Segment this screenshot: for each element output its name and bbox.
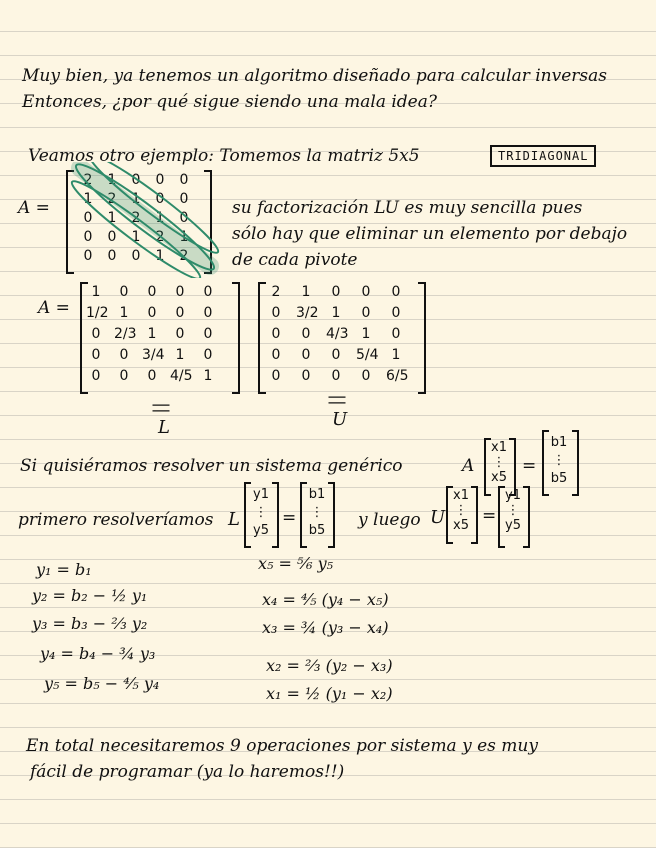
matrix-u-cell-2-1: 0 <box>271 305 281 321</box>
matrix-u-cell-2-5: 0 <box>391 305 401 321</box>
matrix-a-label: A = <box>18 198 50 218</box>
u-equals-sign: || <box>327 394 348 406</box>
l-name: L <box>158 417 170 438</box>
matrix-l-cell-3-2: 2/3 <box>114 326 137 342</box>
matrix-l-cell-1-5: 0 <box>203 284 213 300</box>
matrix-a-cell-1-1: 2 <box>83 172 93 188</box>
system-equals: = <box>522 456 537 476</box>
matrix-a-cell-2-3: 1 <box>131 191 141 207</box>
x-vector-dots: ⋮ <box>492 455 506 470</box>
matrix-a-cell-2-5: 0 <box>179 191 189 207</box>
conclusion-line-2: fácil de programar (ya lo haremos!!) <box>30 762 345 782</box>
forward-eq-2: y₂ = b₂ − ½ y₁ <box>32 586 148 605</box>
matrix-u-cell-5-4: 0 <box>361 368 371 384</box>
factorization-label: A = <box>38 298 70 318</box>
x-vector-top: x1 <box>491 440 507 455</box>
solve-u: U <box>430 507 446 528</box>
matrix-a-cell-4-4: 2 <box>155 229 165 245</box>
solve-l: L <box>228 509 240 530</box>
matrix-a-cell-5-2: 0 <box>107 248 117 264</box>
backward-eq-4: x₂ = ⅔ (y₂ − x₃) <box>266 656 393 675</box>
matrix-u-cell-4-5: 1 <box>391 347 401 363</box>
matrix-l-cell-1-1: 1 <box>91 284 101 300</box>
matrix-l-cell-5-2: 0 <box>119 368 129 384</box>
matrix-a-cell-4-1: 0 <box>83 229 93 245</box>
matrix-u-cell-3-3: 4/3 <box>326 326 349 342</box>
b-vector <box>550 434 568 488</box>
solve-text: primero resolveríamos <box>18 510 214 530</box>
y-vector-bottom: y5 <box>253 523 269 538</box>
forward-eq-4: y₄ = b₄ − ¾ y₃ <box>40 644 156 663</box>
matrix-l-cell-1-2: 0 <box>119 284 129 300</box>
matrix-a-cell-1-5: 0 <box>179 172 189 188</box>
matrix-u-cell-1-1: 2 <box>271 284 281 300</box>
matrix-u-cell-1-3: 0 <box>331 284 341 300</box>
matrix-u-cell-2-3: 1 <box>331 305 341 321</box>
matrix-a-cell-1-4: 0 <box>155 172 165 188</box>
matrix-l-cell-3-3: 1 <box>147 326 157 342</box>
matrix-l-cell-1-4: 0 <box>175 284 185 300</box>
matrix-u-cell-5-1: 0 <box>271 368 281 384</box>
y-vector-right-bracket <box>272 482 279 548</box>
matrix-a-cell-2-2: 2 <box>107 191 117 207</box>
b2-vector-bottom: b5 <box>308 523 326 538</box>
matrix-u-cell-1-2: 1 <box>301 284 311 300</box>
x-vector <box>490 440 508 485</box>
y-vector-top: y1 <box>253 487 269 502</box>
backward-eq-2: x₄ = ⅘ (y₄ − x₅) <box>262 590 389 609</box>
example-text: Veamos otro ejemplo: Tomemos la matriz 5x5 <box>28 146 420 166</box>
matrix-u-cell-4-4: 5/4 <box>356 347 379 363</box>
matrix-a-cell-5-5: 2 <box>179 248 189 264</box>
x2-vector-dots: ⋮ <box>454 503 468 518</box>
solve-equals-2: = <box>482 506 497 526</box>
matrix-a-cell-3-1: 0 <box>83 210 93 226</box>
y2-vector-top: y1 <box>505 488 521 503</box>
matrix-l-cell-2-4: 0 <box>175 305 185 321</box>
matrix-l-cell-4-3: 3/4 <box>142 347 165 363</box>
intro-line-2: Entonces, ¿por qué sigue siendo una mala idea? <box>22 92 437 112</box>
matrix-a-cell-5-4: 1 <box>155 248 165 264</box>
b2-vector-top: b1 <box>308 487 326 502</box>
matrix-u-right-bracket <box>418 282 426 394</box>
b-vector-top: b1 <box>550 435 568 450</box>
matrix-u-cell-4-2: 0 <box>301 347 311 363</box>
matrix-u-cell-2-2: 3/2 <box>296 305 319 321</box>
system-text: Si quisiéramos resolver un sistema genérico <box>20 456 403 476</box>
b2-vector <box>308 486 326 540</box>
matrix-l-cell-5-3: 0 <box>147 368 157 384</box>
diagonal-highlight <box>62 162 222 278</box>
matrix-u-cell-3-2: 0 <box>301 326 311 342</box>
y-vector-left-bracket <box>244 482 251 548</box>
matrix-l-cell-5-1: 0 <box>91 368 101 384</box>
matrix-l-cell-4-4: 1 <box>175 347 185 363</box>
matrix-l-cell-2-3: 0 <box>147 305 157 321</box>
matrix-a-cell-1-3: 0 <box>131 172 141 188</box>
b-vector-bottom: b5 <box>550 471 568 486</box>
x2-vector-right-bracket <box>471 486 478 544</box>
solve-equals-1: = <box>282 508 297 528</box>
y2-vector-dots: ⋮ <box>506 503 520 518</box>
conclusion-line-1: En total necesitaremos 9 operaciones por sistema y es muy <box>26 736 538 756</box>
matrix-a-cell-3-3: 2 <box>131 210 141 226</box>
matrix-a-cell-4-5: 1 <box>179 229 189 245</box>
matrix-u-cell-1-5: 0 <box>391 284 401 300</box>
b2-vector-right-bracket <box>328 482 335 548</box>
lu-note-line-3: de cada pivote <box>232 250 358 270</box>
forward-eq-3: y₃ = b₃ − ⅔ y₂ <box>32 614 148 633</box>
matrix-l-cell-1-3: 0 <box>147 284 157 300</box>
intro-line-1: Muy bien, ya tenemos un algoritmo diseñado para calcular inversas <box>22 66 607 86</box>
matrix-l-cell-4-2: 0 <box>119 347 129 363</box>
matrix-l-cell-2-2: 1 <box>119 305 129 321</box>
matrix-l-cell-5-4: 4/5 <box>170 368 193 384</box>
matrix-l-cell-4-5: 0 <box>203 347 213 363</box>
matrix-l-cell-5-5: 1 <box>203 368 213 384</box>
matrix-a-cell-1-2: 1 <box>107 172 117 188</box>
matrix-u-cell-5-5: 6/5 <box>386 368 409 384</box>
matrix-a-cell-3-2: 1 <box>107 210 117 226</box>
x2-vector <box>452 488 470 533</box>
matrix-u-cell-5-2: 0 <box>301 368 311 384</box>
matrix-u-cell-1-4: 0 <box>361 284 371 300</box>
forward-eq-1: y₁ = b₁ <box>36 560 92 579</box>
backward-eq-3: x₃ = ¾ (y₃ − x₄) <box>262 618 389 637</box>
x2-vector-top: x1 <box>453 488 469 503</box>
matrix-a-cell-3-4: 1 <box>155 210 165 226</box>
matrix-a-cell-5-3: 0 <box>131 248 141 264</box>
backward-eq-1: x₅ = ⅚ y₅ <box>258 554 334 573</box>
b2-vector-left-bracket <box>300 482 307 548</box>
lu-note-line-1: su factorización LU es muy sencilla pues <box>232 198 583 218</box>
tridiagonal-label: TRIDIAGONAL <box>490 145 596 167</box>
y2-vector-bottom: y5 <box>505 518 521 533</box>
y2-vector <box>504 488 522 533</box>
b-vector-right-bracket <box>572 430 579 496</box>
b-vector-left-bracket <box>542 430 549 496</box>
matrix-u-cell-3-5: 0 <box>391 326 401 342</box>
matrix-u-cell-4-3: 0 <box>331 347 341 363</box>
matrix-l-cell-3-1: 0 <box>91 326 101 342</box>
system-matrix-a: A <box>462 456 475 476</box>
b2-vector-dots: ⋮ <box>310 505 324 520</box>
matrix-l-cell-3-5: 0 <box>203 326 213 342</box>
forward-eq-5: y₅ = b₅ − ⅘ y₄ <box>44 674 160 693</box>
matrix-l-cell-3-4: 0 <box>175 326 185 342</box>
lu-note-line-2: sólo hay que eliminar un elemento por debajo <box>232 224 628 244</box>
matrix-a-cell-3-5: 0 <box>179 210 189 226</box>
y-vector <box>252 486 270 540</box>
matrix-l-cell-2-5: 0 <box>203 305 213 321</box>
matrix-a-cell-2-1: 1 <box>83 191 93 207</box>
matrix-l-cell-4-1: 0 <box>91 347 101 363</box>
l-equals-sign: || <box>151 402 172 414</box>
solve-then: y luego <box>358 510 421 530</box>
x-vector-bottom: x5 <box>491 470 507 485</box>
matrix-a-cell-2-4: 0 <box>155 191 165 207</box>
x2-vector-bottom: x5 <box>453 518 469 533</box>
matrix-a-cell-4-3: 1 <box>131 229 141 245</box>
matrix-a-cell-4-2: 0 <box>107 229 117 245</box>
matrix-u-cell-4-1: 0 <box>271 347 281 363</box>
y2-vector-right-bracket <box>523 486 530 548</box>
backward-eq-5: x₁ = ½ (y₁ − x₂) <box>266 684 393 703</box>
u-name: U <box>332 409 348 430</box>
y-vector-dots: ⋮ <box>254 505 268 520</box>
matrix-u-cell-3-1: 0 <box>271 326 281 342</box>
matrix-u-left-bracket <box>258 282 266 394</box>
matrix-u-cell-5-3: 0 <box>331 368 341 384</box>
matrix-u-cell-2-4: 0 <box>361 305 371 321</box>
matrix-l-cell-2-1: 1/2 <box>86 305 109 321</box>
matrix-a-cell-5-1: 0 <box>83 248 93 264</box>
matrix-u-cell-3-4: 1 <box>361 326 371 342</box>
matrix-l-right-bracket <box>232 282 240 394</box>
b-vector-dots: ⋮ <box>552 453 566 468</box>
